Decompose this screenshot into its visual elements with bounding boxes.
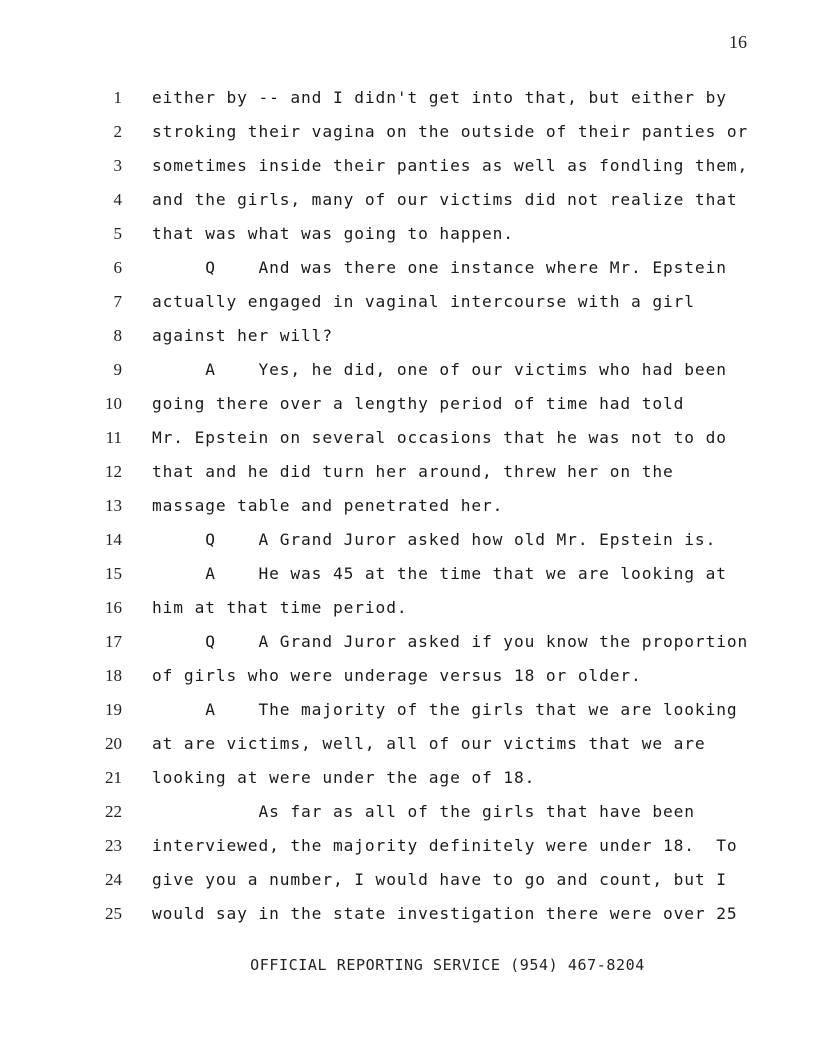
- transcript-line: [0, 868, 815, 902]
- transcript-line: [0, 528, 815, 562]
- transcript-line: [0, 494, 815, 528]
- transcript-line: [0, 392, 815, 426]
- transcript-line: [0, 154, 815, 188]
- transcript-line: [0, 902, 815, 936]
- transcript-line: [0, 290, 815, 324]
- line-number: 25: [105, 904, 122, 923]
- line-number: 11: [105, 428, 122, 447]
- line-text: either by -- and I didn't get into that, but either by: [152, 88, 727, 107]
- transcript-line: [0, 834, 815, 868]
- line-number: 2: [113, 122, 122, 141]
- line-text: against her will?: [152, 326, 333, 345]
- line-text: going there over a lengthy period of time had told: [152, 394, 685, 413]
- transcript-line: [0, 664, 815, 698]
- transcript-line: [0, 86, 815, 120]
- transcript-line: [0, 460, 815, 494]
- transcript-line: [0, 800, 815, 834]
- transcript-line: [0, 596, 815, 630]
- line-text: stroking their vagina on the outside of their panties or: [152, 122, 749, 141]
- transcript-lines: [0, 86, 815, 936]
- line-number: 20: [105, 734, 122, 753]
- line-number: 24: [105, 870, 122, 889]
- line-number: 15: [105, 564, 122, 583]
- line-text: interviewed, the majority definitely were under 18. To: [152, 836, 738, 855]
- line-number: 19: [105, 700, 122, 719]
- line-text: give you a number, I would have to go and count, but I: [152, 870, 727, 889]
- line-text: and the girls, many of our victims did not realize that: [152, 190, 738, 209]
- transcript-line: [0, 256, 815, 290]
- line-text: actually engaged in vaginal intercourse with a girl: [152, 292, 695, 311]
- line-number: 21: [105, 768, 122, 787]
- line-text: him at that time period.: [152, 598, 408, 617]
- line-number: 4: [113, 190, 122, 209]
- line-number: 9: [113, 360, 122, 379]
- line-number: 3: [113, 156, 122, 175]
- transcript-line: [0, 222, 815, 256]
- line-number: 5: [113, 224, 122, 243]
- line-number: 16: [105, 598, 122, 617]
- line-number: 17: [105, 632, 122, 651]
- line-text: Q And was there one instance where Mr. Epstein: [152, 258, 727, 277]
- line-text: Q A Grand Juror asked how old Mr. Epstein is.: [152, 530, 717, 549]
- line-text: that and he did turn her around, threw her on the: [152, 462, 674, 481]
- reporting-service-footer: OFFICIAL REPORTING SERVICE (954) 467-8204: [250, 956, 645, 974]
- line-number: 23: [105, 836, 122, 855]
- line-text: that was what was going to happen.: [152, 224, 514, 243]
- transcript-line: [0, 324, 815, 358]
- line-number: 22: [105, 802, 122, 821]
- transcript-line: [0, 630, 815, 664]
- line-text: A The majority of the girls that we are looking: [152, 700, 738, 719]
- transcript-line: [0, 732, 815, 766]
- transcript-line: [0, 120, 815, 154]
- line-text: at are victims, well, all of our victims that we are: [152, 734, 706, 753]
- line-text: Q A Grand Juror asked if you know the proportion: [152, 632, 749, 651]
- line-text: would say in the state investigation there were over 25: [152, 904, 738, 923]
- line-number: 6: [113, 258, 122, 277]
- transcript-line: [0, 426, 815, 460]
- transcript-line: [0, 188, 815, 222]
- line-number: 10: [105, 394, 122, 413]
- line-text: A Yes, he did, one of our victims who had been: [152, 360, 727, 379]
- line-text: looking at were under the age of 18.: [152, 768, 536, 787]
- line-number: 18: [105, 666, 122, 685]
- transcript-line: [0, 698, 815, 732]
- line-number: 13: [105, 496, 122, 515]
- transcript-line: [0, 358, 815, 392]
- transcript-line: [0, 562, 815, 596]
- line-number: 14: [105, 530, 122, 549]
- page-number: 16: [729, 32, 747, 52]
- line-text: As far as all of the girls that have been: [152, 802, 695, 821]
- transcript-line: [0, 766, 815, 800]
- line-text: Mr. Epstein on several occasions that he was not to do: [152, 428, 727, 447]
- line-text: of girls who were underage versus 18 or older.: [152, 666, 642, 685]
- line-number: 7: [113, 292, 122, 311]
- line-number: 12: [105, 462, 122, 481]
- line-text: massage table and penetrated her.: [152, 496, 504, 515]
- line-number: 1: [113, 88, 122, 107]
- line-number: 8: [113, 326, 122, 345]
- line-text: A He was 45 at the time that we are looking at: [152, 564, 727, 583]
- line-text: sometimes inside their panties as well as fondling them,: [152, 156, 749, 175]
